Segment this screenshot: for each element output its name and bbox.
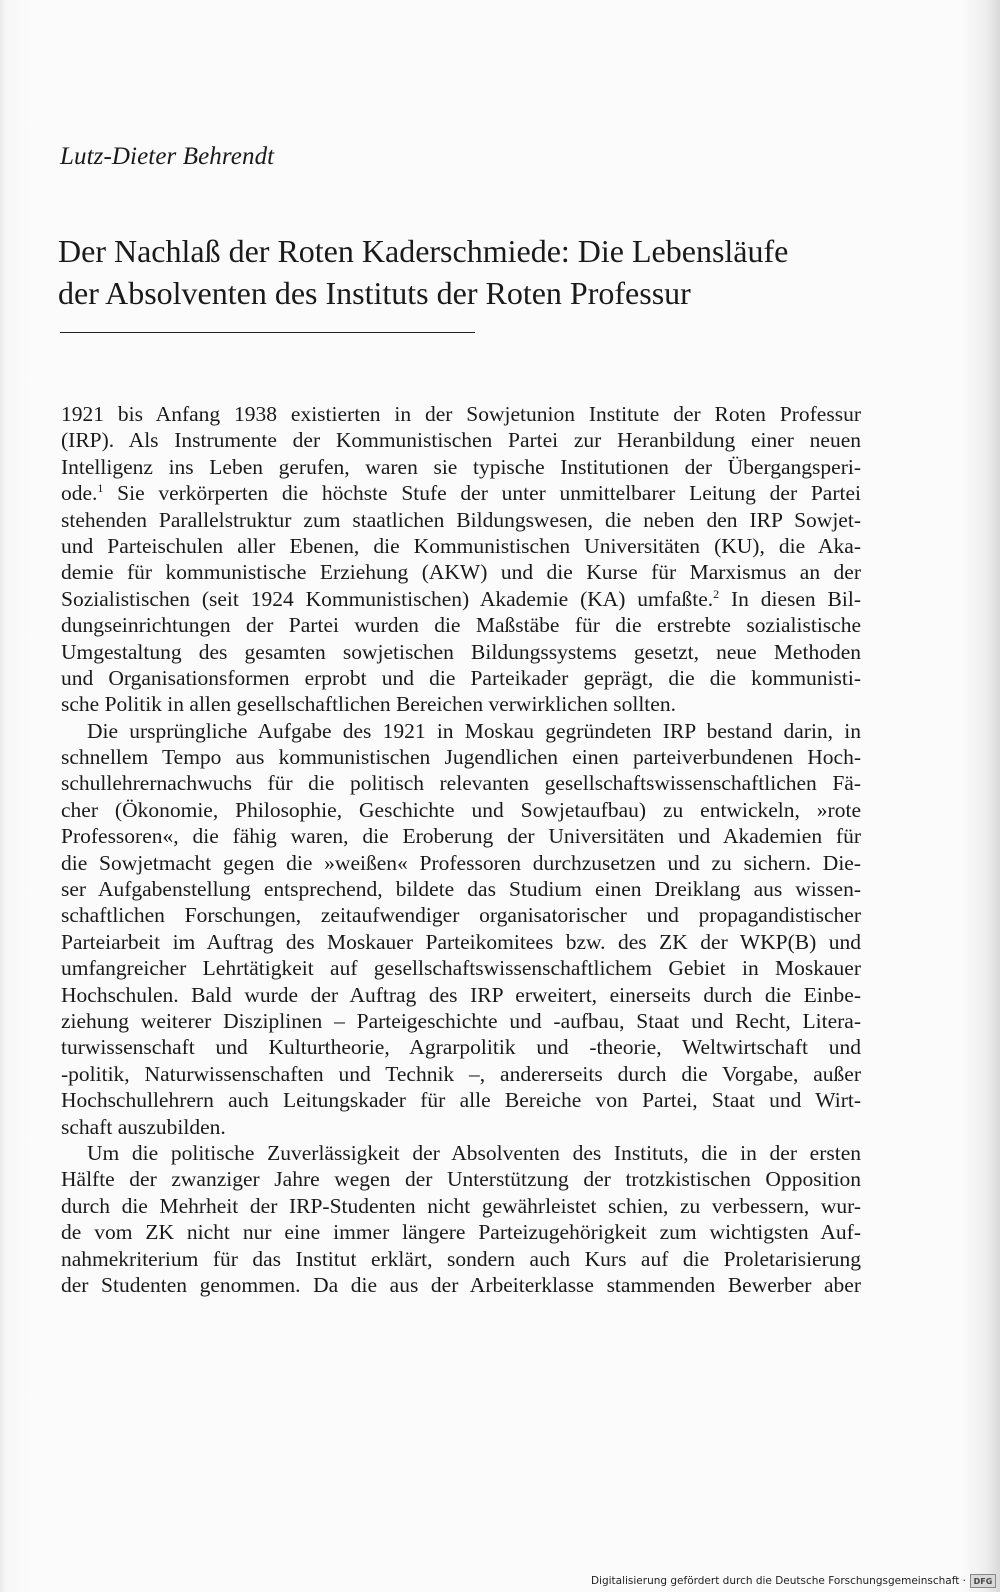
title-divider [60, 332, 475, 333]
text-line: (IRP). Als Instrumente der Kommunistischen Partei zur Heranbildung einer neuen [61, 428, 861, 453]
text-line: schullehrernachwuchs für die politisch relevanten gesellschaftswissenschaftlichen Fä- [61, 771, 861, 796]
text-line: ziehung weiterer Disziplinen – Parteigeschichte und -aufbau, Staat und Recht, Litera- [61, 1008, 861, 1033]
text-line: stehenden Parallelstruktur zum staatlichen Bildungswesen, die neben den IRP Sowjet- [61, 507, 861, 532]
text-line: sche Politik in allen gesellschaftlichen Bereichen verwirklichen sollten. [61, 692, 676, 717]
text-line: der Studenten genommen. Da die aus der Arbeiterklasse stammenden Bewerber aber [61, 1272, 861, 1297]
author-name: Lutz-Dieter Behrendt [60, 143, 275, 170]
text-line: ser Aufgabenstellung entsprechend, bildete das Studium einen Dreiklang aus wissen- [61, 877, 861, 902]
text-line: durch die Mehrheit der IRP-Studenten nicht gewährleistet schien, zu verbessern, wur- [61, 1193, 861, 1218]
text-fragment: ode. [61, 481, 98, 506]
dfg-logo-icon: DFG [970, 1574, 996, 1588]
text-line: de vom ZK nicht nur eine immer längere Parteizugehörigkeit zum wichtigsten Auf- [61, 1220, 861, 1245]
text-line: 1921 bis Anfang 1938 existierten in der Sowjetunion Institute der Roten Professur [61, 402, 861, 426]
text-line: nahmekriterium für das Institut erklärt, sondern auch Kurs auf die Proletarisierung [61, 1246, 861, 1271]
text-line: Hochschulen. Bald wurde der Auftrag des IRP erweitert, einerseits durch die Einbe- [61, 982, 861, 1007]
text-line: Um die politische Zuverlässigkeit der Absolventen des Instituts, die in der ersten [87, 1140, 861, 1165]
text-line: und Organisationsformen erprobt und die Parteikader geprägt, die die kommunisti- [61, 665, 861, 690]
text-line: Hochschullehrern auch Leitungskader für alle Bereiche von Partei, Staat und Wirt- [61, 1088, 861, 1113]
text-line: -politik, Naturwissenschaften und Technik –, andererseits durch die Vorgabe, außer [61, 1061, 861, 1086]
footer-text: Digitalisierung gefördert durch die Deutsche Forschungsgemeinschaft · [590, 1575, 966, 1587]
text-line: schaft auszubilden. [61, 1114, 226, 1139]
body-text [61, 401, 861, 1298]
text-line: schnellem Tempo aus kommunistischen Jugendlichen einen parteiverbundenen Hoch- [61, 745, 861, 770]
text-line [61, 586, 861, 612]
text-fragment: Sozialistischen (seit 1924 Kommunistischen) Akademie (KA) umfaßte. [61, 586, 714, 611]
text-line: umfangreicher Lehrtätigkeit auf gesellschaftswissenschaftlichem Gebiet in Moskauer [61, 956, 861, 981]
text-line [61, 480, 861, 506]
text-line: Professoren«, die fähig waren, die Eroberung der Universitäten und Akademien für [61, 824, 861, 849]
title-line-1: Der Nachlaß der Roten Kaderschmiede: Die Lebensläufe [58, 233, 789, 269]
chapter-title [58, 230, 958, 314]
digitization-footer [591, 1574, 996, 1588]
text-line: Parteiarbeit im Auftrag des Moskauer Parteikomitees bzw. des ZK der WKP(B) und [61, 929, 861, 954]
text-line: cher (Ökonomie, Philosophie, Geschichte und Sowjetaufbau) zu entwickeln, »rote [61, 797, 861, 822]
footnote-ref-2[interactable]: 2 [713, 586, 720, 601]
text-line: schaftlichen Forschungen, zeitaufwendiger organisatorischer und propagandistischer [61, 903, 861, 928]
text-line: dungseinrichtungen der Partei wurden die Maßstäbe für die erstrebte sozialistische [61, 613, 861, 638]
text-line: Hälfte der zwanziger Jahre wegen der Unterstützung der trotzkistischen Opposition [61, 1167, 861, 1192]
text-line: demie für kommunistische Erziehung (AKW) und die Kurse für Marxismus an der [61, 560, 861, 585]
title-line-2: der Absolventen des Instituts der Roten Professur [58, 275, 691, 311]
text-line: und Parteischulen aller Ebenen, die Kommunistischen Universitäten (KU), die Aka- [61, 533, 861, 558]
text-line: die Sowjetmacht gegen die »weißen« Professoren durchzusetzen und zu sichern. Die- [61, 850, 861, 875]
text-line: Umgestaltung des gesamten sowjetischen Bildungssystems gesetzt, neue Methoden [61, 639, 861, 664]
text-line: turwissenschaft und Kulturtheorie, Agrarpolitik und -theorie, Weltwirtschaft und [61, 1035, 861, 1060]
text-line: Die ursprüngliche Aufgabe des 1921 in Moskau gegründeten IRP bestand darin, in [87, 718, 861, 743]
text-fragment: In diesen Bil- [719, 586, 861, 611]
text-fragment: Sie verkörperten die höchste Stufe der unter unmittelbarer Leitung der Partei [103, 481, 861, 506]
text-line: Intelligenz ins Leben gerufen, waren sie typische Institutionen der Übergangsperi- [61, 454, 861, 479]
footnote-ref-1[interactable]: 1 [97, 481, 104, 496]
